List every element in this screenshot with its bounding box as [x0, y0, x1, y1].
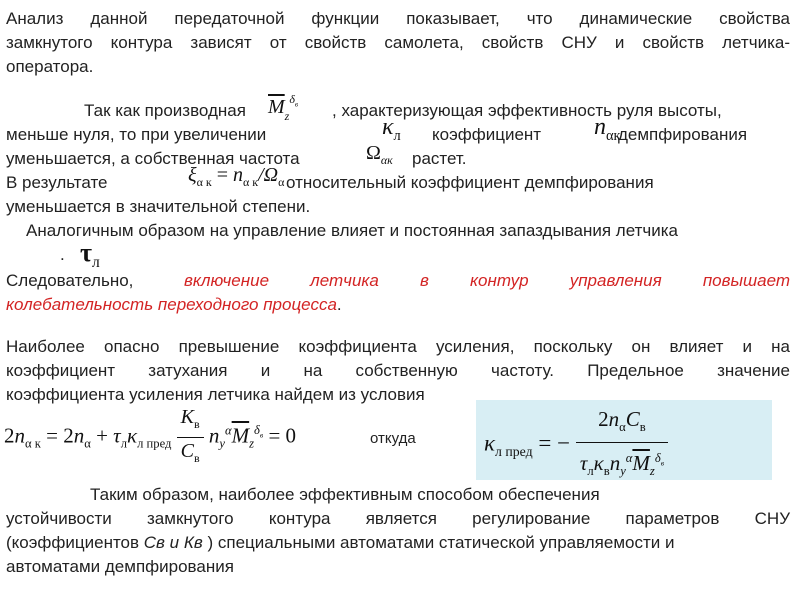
equation-otkuda: откуда [370, 430, 416, 447]
conclusion-highlight-line-2: колебательность переходного процесса [6, 295, 337, 314]
paragraph-4-line-3a: (коэффициентов [6, 533, 140, 552]
paragraph-4-line-3b: ) специальными автоматами статической управляемости и [207, 533, 675, 552]
coef-kb: Кв [183, 533, 203, 552]
formula-n-alpha-k: $n_{\alpha к}$ [594, 114, 621, 144]
paragraph-2-line-6-dot: . [60, 245, 65, 264]
coef-and: и [169, 533, 180, 552]
conclusion-prefix: Следовательно, [6, 271, 134, 290]
paragraph-2-line-3b: растет. [412, 149, 467, 168]
paragraph-2-line-5: уменьшается в значительной степени. [6, 197, 311, 216]
paragraph-4-line-4: автоматами демпфирования [6, 557, 234, 576]
formula-k-pilot: $\kappa_л$ [382, 114, 401, 144]
paragraph-2-line-1a: Так как производная [84, 101, 246, 120]
paragraph-2-line-1b: , характеризующая эффективность руля высоты, [332, 101, 722, 120]
paragraph-3-line-1: Наиболее опасно превышение коэффициента усиления, поскольку он влияет и на [6, 337, 790, 356]
formula-xi: $\xi_{\alpha к} = n_{\alpha к}/\Omega_\alpha$ [188, 164, 285, 189]
paragraph-3-line-3: коэффициента усиления летчика найдем из условия [6, 385, 425, 404]
coef-cb: Св [143, 533, 165, 552]
conclusion-highlight-line-1: включение летчика в контур управления повышает [184, 271, 790, 290]
paragraph-2-line-6: Аналогичным образом на управление влияет и постоянная запаздывания летчика [26, 221, 679, 240]
paragraph-4-line-1: Таким образом, наиболее эффективным способом обеспечения [90, 485, 600, 504]
paragraph-3-line-2: коэффициент затухания и на собственную частоту. Предельное значение [6, 361, 790, 380]
paragraph-2-line-4b: относительный коэффициент демпфирования [286, 173, 654, 192]
paragraph-4-line-3 [6, 532, 674, 554]
paragraph-1-line-1: Анализ данной передаточной функции показывает, что динамические свойства [6, 9, 790, 28]
paragraph-1-line-3: оператора. [6, 57, 94, 76]
paragraph-2-line-2b: коэффициент [432, 125, 542, 144]
paragraph-2-line-2c: демпфирования [618, 125, 748, 144]
conclusion-line-2 [6, 294, 342, 316]
paragraph-2-line-3a: уменьшается, а собственная частота [6, 149, 300, 168]
paragraph-2-line-2a: меньше нуля, то при увеличении [6, 125, 267, 144]
formula-derivative-m: $\overline{M}_z^{\delta_в}$ [268, 92, 299, 123]
formula-tau-pilot: $\tau_л$ [80, 238, 100, 272]
paragraph-4-line-2: устойчивости замкнутого контура является регулирование параметров СНУ [6, 509, 790, 528]
paragraph-2-line-4a: В результате [6, 173, 108, 192]
paragraph-1-line-2: замкнутого контура зависят от свойств самолета, свойств СНУ и свойств летчика- [6, 33, 790, 52]
formula-limit-gain: $\kappa_{л пред}$ = − $\frac{2n_\alpha C_в}{\tau_л\kappa_вn_y^\alpha\overline{M}_z^{\delta_в}}$ [484, 404, 668, 486]
formula-stability-condition: $2n_{\alpha к} = 2n_\alpha + \tau_л\kappa_{л пред}$ $\frac{K_в}{C_в}$ $n_y^\alpha\overline{M}_z^{\delta_в} = 0$ [4, 406, 297, 465]
formula-omega: $\Omega_{\alpha к}$ [366, 142, 393, 167]
conclusion-suffix: . [336, 295, 342, 314]
